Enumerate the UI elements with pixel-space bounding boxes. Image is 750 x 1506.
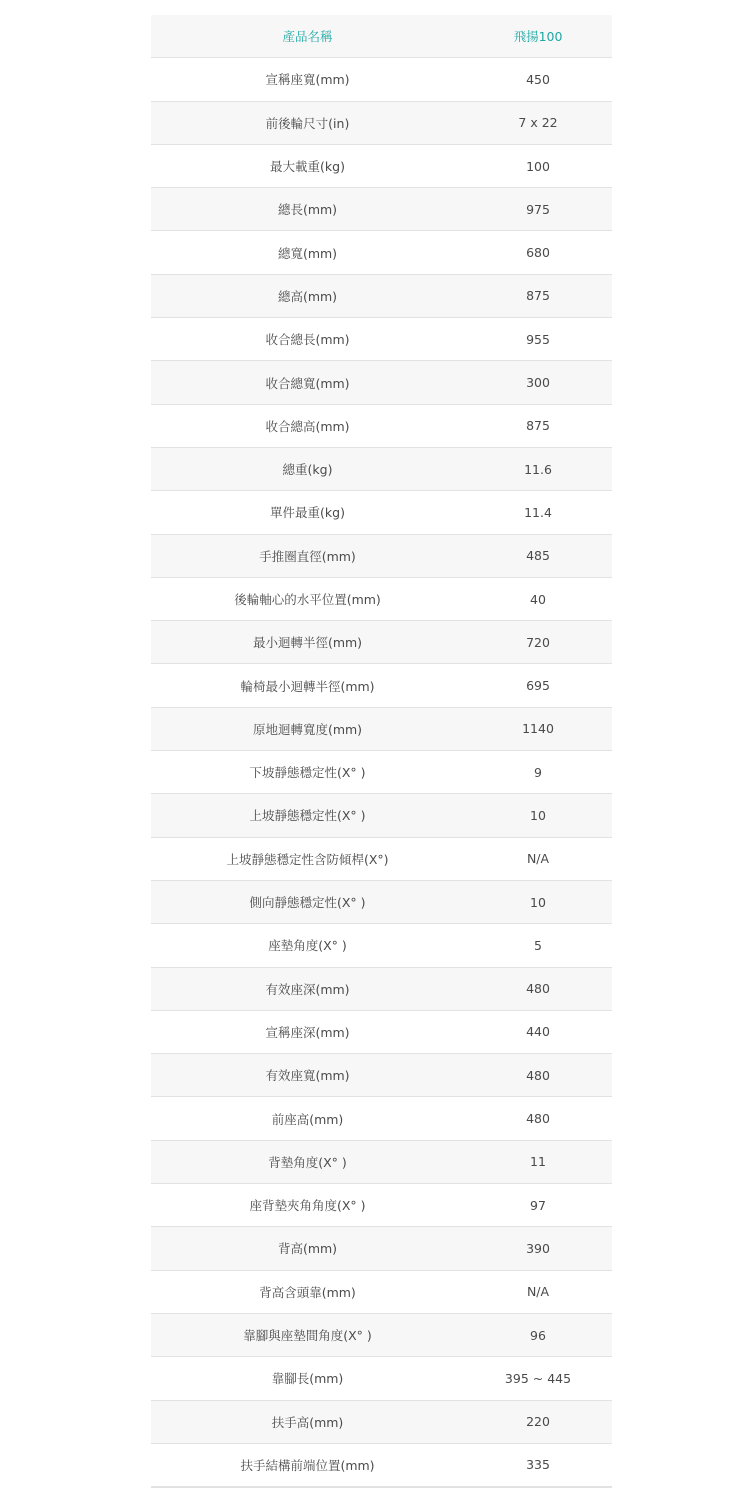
table-row [151, 491, 612, 534]
spec-label: 扶手結構前端位置(mm) [151, 1443, 464, 1487]
table-row [151, 1443, 612, 1487]
table-row [151, 751, 612, 794]
spec-label: 宣稱座深(mm) [151, 1010, 464, 1053]
spec-value: N/A [464, 837, 612, 880]
spec-value: N/A [464, 1270, 612, 1313]
spec-value: 10 [464, 794, 612, 837]
table-row [151, 144, 612, 187]
header-value-cell: 飛揚100 [464, 15, 612, 58]
spec-label: 最小迴轉半徑(mm) [151, 621, 464, 664]
spec-value: 100 [464, 144, 612, 187]
table-row [151, 58, 612, 101]
table-row [151, 577, 612, 620]
table-row [151, 664, 612, 707]
spec-value: 96 [464, 1313, 612, 1356]
spec-label: 靠腳與座墊間角度(X° ) [151, 1313, 464, 1356]
spec-label: 靠腳長(mm) [151, 1357, 464, 1400]
spec-value: 11.6 [464, 447, 612, 490]
table-row [151, 1054, 612, 1097]
table-row [151, 707, 612, 750]
spec-label: 前座高(mm) [151, 1097, 464, 1140]
spec-label: 原地迴轉寬度(mm) [151, 707, 464, 750]
spec-value: 480 [464, 1097, 612, 1140]
spec-label: 下坡靜態穩定性(X° ) [151, 751, 464, 794]
spec-value: 335 [464, 1443, 612, 1487]
spec-label: 單件最重(kg) [151, 491, 464, 534]
table-row [151, 1140, 612, 1183]
spec-label: 宣稱座寬(mm) [151, 58, 464, 101]
spec-label: 座背墊夾角角度(X° ) [151, 1184, 464, 1227]
spec-value: 450 [464, 58, 612, 101]
table-row [151, 1400, 612, 1443]
table-row [151, 1270, 612, 1313]
spec-value: 680 [464, 231, 612, 274]
spec-label: 扶手高(mm) [151, 1400, 464, 1443]
spec-label: 後輪軸心的水平位置(mm) [151, 577, 464, 620]
spec-label: 側向靜態穩定性(X° ) [151, 880, 464, 923]
table-row [151, 318, 612, 361]
spec-value: 485 [464, 534, 612, 577]
header-label-cell: 產品名稱 [151, 15, 464, 58]
spec-label: 總高(mm) [151, 274, 464, 317]
spec-label: 有效座深(mm) [151, 967, 464, 1010]
spec-value: 1140 [464, 707, 612, 750]
spec-value: 11 [464, 1140, 612, 1183]
spec-value: 480 [464, 967, 612, 1010]
spec-label: 座墊角度(X° ) [151, 924, 464, 967]
spec-label: 上坡靜態穩定性(X° ) [151, 794, 464, 837]
table-row [151, 1097, 612, 1140]
spec-label: 總長(mm) [151, 188, 464, 231]
spec-value: 875 [464, 404, 612, 447]
table-row [151, 231, 612, 274]
table-row [151, 1184, 612, 1227]
spec-table [151, 15, 612, 1488]
header-row [151, 15, 612, 58]
table-row [151, 837, 612, 880]
table-row [151, 101, 612, 144]
spec-label: 前後輪尺寸(in) [151, 101, 464, 144]
table-row [151, 274, 612, 317]
spec-label: 輪椅最小迴轉半徑(mm) [151, 664, 464, 707]
spec-value: 300 [464, 361, 612, 404]
spec-label: 收合總長(mm) [151, 318, 464, 361]
spec-value: 440 [464, 1010, 612, 1053]
spec-label: 背墊角度(X° ) [151, 1140, 464, 1183]
spec-value: 9 [464, 751, 612, 794]
spec-value: 5 [464, 924, 612, 967]
spec-label: 總重(kg) [151, 447, 464, 490]
spec-table-header [151, 15, 612, 58]
spec-value: 220 [464, 1400, 612, 1443]
table-row [151, 967, 612, 1010]
table-row [151, 621, 612, 664]
spec-value: 40 [464, 577, 612, 620]
spec-value: 695 [464, 664, 612, 707]
table-row [151, 361, 612, 404]
spec-value: 955 [464, 318, 612, 361]
spec-value: 11.4 [464, 491, 612, 534]
table-row [151, 794, 612, 837]
table-row [151, 404, 612, 447]
spec-label: 總寬(mm) [151, 231, 464, 274]
spec-label: 收合總寬(mm) [151, 361, 464, 404]
spec-table-body [151, 58, 612, 1487]
spec-label: 背高含頭靠(mm) [151, 1270, 464, 1313]
table-row [151, 188, 612, 231]
spec-value: 480 [464, 1054, 612, 1097]
spec-label: 手推圈直徑(mm) [151, 534, 464, 577]
spec-value: 875 [464, 274, 612, 317]
spec-label: 上坡靜態穩定性含防傾桿(X°) [151, 837, 464, 880]
table-row [151, 447, 612, 490]
table-row [151, 1313, 612, 1356]
spec-value: 97 [464, 1184, 612, 1227]
spec-label: 有效座寬(mm) [151, 1054, 464, 1097]
spec-value: 975 [464, 188, 612, 231]
table-row [151, 1010, 612, 1053]
spec-value: 390 [464, 1227, 612, 1270]
spec-value: 7 x 22 [464, 101, 612, 144]
table-row [151, 880, 612, 923]
table-row [151, 1357, 612, 1400]
table-row [151, 534, 612, 577]
spec-value: 10 [464, 880, 612, 923]
spec-label: 最大載重(kg) [151, 144, 464, 187]
table-row [151, 924, 612, 967]
spec-label: 背高(mm) [151, 1227, 464, 1270]
spec-label: 收合總高(mm) [151, 404, 464, 447]
spec-value: 720 [464, 621, 612, 664]
spec-value: 395 ~ 445 [464, 1357, 612, 1400]
table-row [151, 1227, 612, 1270]
